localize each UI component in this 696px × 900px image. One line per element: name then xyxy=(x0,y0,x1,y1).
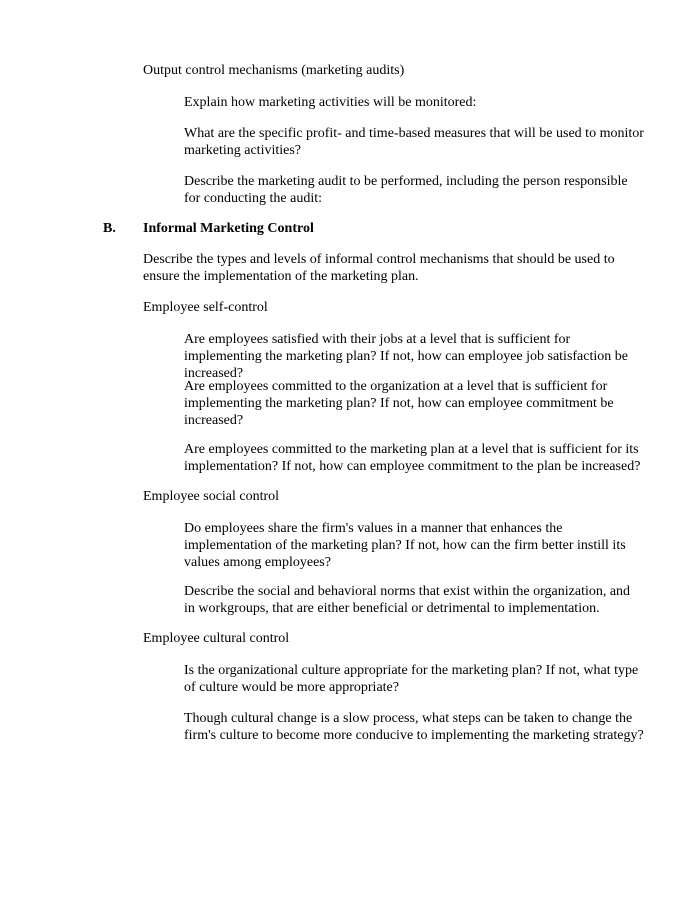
cultural-control-heading: Employee cultural control xyxy=(143,631,290,646)
output-control-heading: Output control mechanisms (marketing audits) xyxy=(143,63,405,78)
section-title: Informal Marketing Control xyxy=(143,221,314,236)
cultural-control-item-1: Is the organizational culture appropriate for the marketing plan? If not, what type of culture would be more appropriate? xyxy=(184,663,639,695)
social-control-item-1: Do employees share the firm's values in a manner that enhances the implementation of the marketing plan? If not, how can the firm better instill its values among employees? xyxy=(184,521,626,570)
social-control-heading: Employee social control xyxy=(143,489,280,504)
section-letter: B. xyxy=(103,221,116,236)
self-control-item-1: Are employees satisfied with their jobs at a level that is sufficient for implementing the marketing plan? If not, how can employee job satisfaction be increased? xyxy=(184,332,628,381)
self-control-item-2: Are employees committed to the organization at a level that is sufficient for implementing the marketing plan? If not, how can employee commitment be increased? xyxy=(184,379,614,428)
self-control-heading: Employee self-control xyxy=(143,300,268,315)
section-b-intro: Describe the types and levels of informal control mechanisms that should be used to ensure the implementation of the marketing plan. xyxy=(143,252,615,284)
cultural-control-item-2: Though cultural change is a slow process, what steps can be taken to change the firm's culture to become more conducive to implementing the marketing strategy? xyxy=(184,711,644,743)
self-control-item-3: Are employees committed to the marketing plan at a level that is sufficient for its implementation? If not, how can employee commitment to the plan be increased? xyxy=(184,442,641,474)
social-control-item-2: Describe the social and behavioral norms that exist within the organization, and in workgroups, that are either beneficial or detrimental to implementation. xyxy=(184,584,631,616)
output-control-item-2: What are the specific profit- and time-based measures that will be used to monitor marketing activities? xyxy=(184,126,644,158)
output-control-item-3: Describe the marketing audit to be performed, including the person responsible for conducting the audit: xyxy=(184,174,628,206)
output-control-item-1: Explain how marketing activities will be monitored: xyxy=(184,95,477,110)
section-b-heading xyxy=(0,220,696,238)
